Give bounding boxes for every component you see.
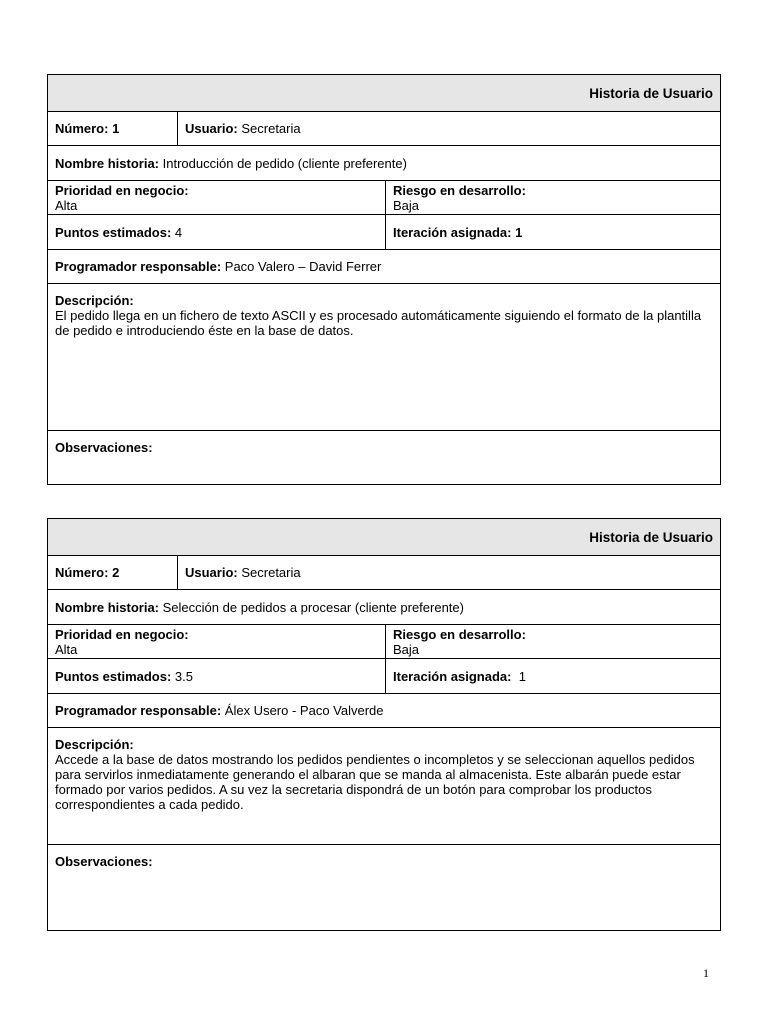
riesgo-value: Baja [393,641,420,657]
usuario-label: Usuario: [185,565,238,580]
card-title: Historia de Usuario [589,529,713,545]
page-number: 1 [703,966,709,980]
numero-value: 2 [112,565,120,580]
puntos-field [48,215,385,249]
numero-field [48,556,177,589]
puntos-value: 3.5 [174,668,193,684]
user-story-card [47,74,721,485]
descripcion-field [48,284,720,430]
riesgo-field [385,181,720,214]
user-story-card [47,518,721,931]
iteracion-value: 1 [518,668,526,684]
usuario-field [177,112,720,145]
descripcion-value: Accede a la base de datos mostrando los pedidos pendientes o incompletos y se seleccionan aquellos pedidos para servirlos inmediatamente generando el albaran que se manda al almacenista. Este albarán puede estar formado por varios pedidos. A su vez la secretaria dispondrá de un botón para comprobar los productos correspondientes a cada pedido. [55,752,695,812]
riesgo-label: Riesgo en desarrollo: [393,182,526,198]
puntos-label: Puntos estimados: [55,668,172,684]
usuario-value: Secretaria [241,565,301,580]
programador-value: Paco Valero – David Ferrer [224,259,382,274]
programador-field [48,694,720,727]
observaciones-field [48,431,720,484]
prioridad-field [48,181,385,214]
programador-label: Programador responsable: [55,259,222,274]
descripcion-value: El pedido llega en un fichero de texto ASCII y es procesado automáticamente siguiendo el formato de la plantilla de pedido e introduciendo éste en la base de datos. [55,308,702,338]
programador-field [48,250,720,283]
numero-value: 1 [112,121,120,136]
iteracion-field [385,215,720,249]
riesgo-value: Baja [393,197,420,213]
iteracion-field [385,659,720,693]
nombre-value: Introducción de pedido (cliente preferente) [162,155,407,171]
numero-label: Número: [55,565,109,580]
nombre-label: Nombre historia: [55,599,160,615]
nombre-value: Selección de pedidos a procesar (cliente preferente) [162,599,464,615]
usuario-label: Usuario: [185,121,238,136]
card-title: Historia de Usuario [589,85,713,101]
descripcion-field [48,728,720,844]
numero-label: Número: [55,121,109,136]
observaciones-label: Observaciones: [55,854,153,869]
nombre-label: Nombre historia: [55,155,160,171]
observaciones-field [48,845,720,930]
usuario-value: Secretaria [241,121,301,136]
puntos-field [48,659,385,693]
usuario-field [177,556,720,589]
prioridad-field [48,625,385,658]
numero-field [48,112,177,145]
card-header [48,519,720,555]
prioridad-label: Prioridad en negocio: [55,626,189,642]
prioridad-label: Prioridad en negocio: [55,182,189,198]
descripcion-label: Descripción: [55,737,134,752]
puntos-label: Puntos estimados: [55,224,172,240]
programador-label: Programador responsable: [55,703,222,718]
nombre-field [48,146,720,180]
riesgo-field [385,625,720,658]
iteracion-label: Iteración asignada: [393,668,512,684]
puntos-value: 4 [174,224,183,240]
iteracion-label: Iteración asignada: [393,224,512,240]
prioridad-value: Alta [55,197,78,213]
riesgo-label: Riesgo en desarrollo: [393,626,526,642]
descripcion-label: Descripción: [55,293,134,308]
prioridad-value: Alta [55,641,78,657]
programador-value: Álex Usero - Paco Valverde [224,703,384,718]
card-header [48,75,720,111]
nombre-field [48,590,720,624]
iteracion-value: 1 [515,224,523,240]
observaciones-label: Observaciones: [55,440,153,455]
